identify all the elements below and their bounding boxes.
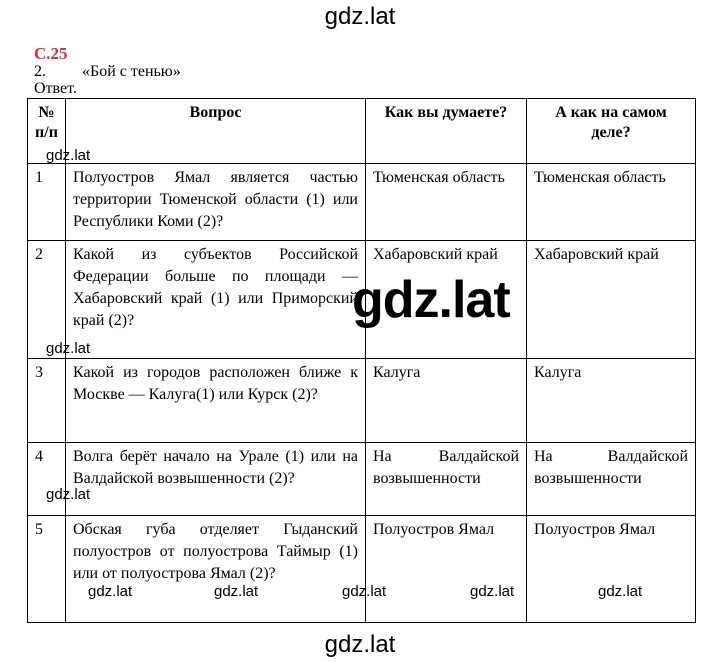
row-number: 4 <box>28 443 66 516</box>
table-row <box>28 443 696 516</box>
row-question: Какой из субъектов Российской Федерации больше по площади — Хабаровский край (1) или Приморский край (2)? <box>66 241 366 359</box>
watermark-bottom: gdz.lat <box>324 631 396 658</box>
row-number: 2 <box>28 241 66 359</box>
answer-table <box>27 98 696 623</box>
answer-label: Ответ. <box>34 80 77 97</box>
row-guess: Калуга <box>366 359 527 443</box>
row-actual: Калуга <box>527 359 696 443</box>
row-actual: На Валдайской возвышенности <box>527 443 696 516</box>
watermark-top: gdz.lat <box>324 3 396 30</box>
row-guess: На Валдайской возвышенности <box>366 443 527 516</box>
table-header-row <box>28 99 696 164</box>
row-number: 5 <box>28 516 66 623</box>
row-guess: Полуостров Ямал <box>366 516 527 623</box>
watermark-small: gdz.lat <box>88 583 133 600</box>
row-question: Обская губа отделяет Гыданский полуостров от полуострова Таймыр (1) или от полуострова Ямал (2)? <box>66 516 366 623</box>
section-label: С.25 <box>34 44 68 63</box>
table-row <box>28 359 696 443</box>
row-question: Полуостров Ямал является частью территории Тюменской области (1) или Республики Коми (2)? <box>66 164 366 241</box>
row-number: 1 <box>28 164 66 241</box>
watermark-small: gdz.lat <box>46 486 91 503</box>
watermark-large: gdz.lat <box>352 271 510 329</box>
table-row <box>28 516 696 623</box>
watermark-small: gdz.lat <box>46 340 91 357</box>
task-title: «Бой с тенью» <box>82 63 181 80</box>
row-guess: Тюменская область <box>366 164 527 241</box>
header-question: Вопрос <box>66 99 366 164</box>
watermark-small: gdz.lat <box>46 147 91 164</box>
row-actual: Хабаровский край <box>527 241 696 359</box>
task-heading <box>34 63 181 81</box>
row-question: Какой из городов расположен ближе к Москве — Калуга(1) или Курск (2)? <box>66 359 366 443</box>
table-row <box>28 164 696 241</box>
row-question: Волга берёт начало на Урале (1) или на Валдайской возвышенности (2)? <box>66 443 366 516</box>
row-actual: Тюменская область <box>527 164 696 241</box>
row-guess: Хабаровский край <box>366 241 527 359</box>
header-actual: А как на самом деле? <box>527 99 696 164</box>
row-actual: Полуостров Ямал <box>527 516 696 623</box>
header-number: № п/п <box>28 99 66 164</box>
watermark-small: gdz.lat <box>598 583 643 600</box>
watermark-small: gdz.lat <box>214 583 259 600</box>
watermark-small: gdz.lat <box>470 583 515 600</box>
row-number: 3 <box>28 359 66 443</box>
task-number: 2. <box>34 63 46 80</box>
watermark-small: gdz.lat <box>342 583 387 600</box>
header-guess: Как вы думаете? <box>366 99 527 164</box>
